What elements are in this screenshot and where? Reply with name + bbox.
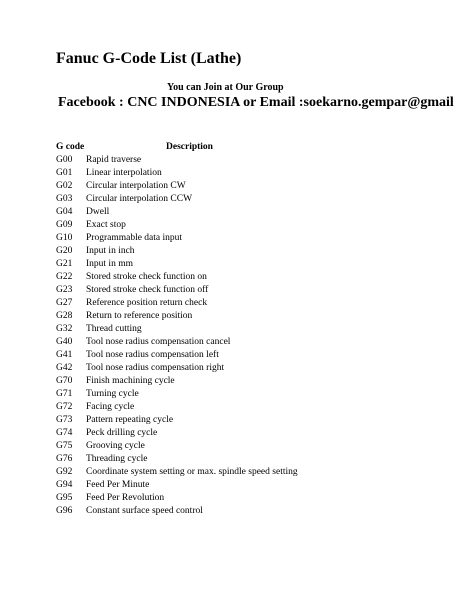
table-row [56, 414, 436, 427]
table-row [56, 440, 436, 453]
description-cell: Facing cycle [86, 402, 135, 412]
table-row [56, 258, 436, 271]
gcode-cell: G21 [56, 259, 73, 269]
description-cell: Exact stop [86, 220, 126, 230]
gcode-cell: G03 [56, 194, 73, 204]
gcode-cell: G72 [56, 402, 73, 412]
table-row [56, 427, 436, 440]
table-body [56, 154, 436, 518]
gcode-cell: G95 [56, 493, 73, 503]
description-cell: Pattern repeating cycle [86, 415, 174, 425]
description-cell: Threading cycle [86, 454, 148, 464]
gcode-cell: G42 [56, 363, 73, 373]
gcode-cell: G75 [56, 441, 73, 451]
gcode-cell: G71 [56, 389, 73, 399]
table-row [56, 297, 436, 310]
table-row [56, 479, 436, 492]
description-cell: Circular interpolation CCW [86, 194, 193, 204]
group-invite-text: You can Join at Our Group [167, 82, 284, 93]
table-row [56, 167, 436, 180]
description-cell: Input in inch [86, 246, 135, 256]
description-cell: Turning cycle [86, 389, 139, 399]
table-row [56, 310, 436, 323]
table-row [56, 505, 436, 518]
description-cell: Feed Per Revolution [86, 493, 165, 503]
table-row [56, 284, 436, 297]
table-row [56, 154, 436, 167]
table-row [56, 323, 436, 336]
description-cell: Grooving cycle [86, 441, 145, 451]
gcode-cell: G73 [56, 415, 73, 425]
gcode-cell: G70 [56, 376, 73, 386]
gcode-cell: G04 [56, 207, 73, 217]
gcode-cell: G01 [56, 168, 73, 178]
description-cell: Programmable data input [86, 233, 183, 243]
gcode-cell: G10 [56, 233, 73, 243]
description-cell: Linear interpolation [86, 168, 162, 178]
header-gcode: G code [56, 142, 85, 152]
table-row [56, 362, 436, 375]
table-row [56, 401, 436, 414]
gcode-cell: G09 [56, 220, 73, 230]
table-row [56, 245, 436, 258]
gcode-cell: G27 [56, 298, 73, 308]
table-row [56, 193, 436, 206]
gcode-cell: G20 [56, 246, 73, 256]
gcode-cell: G00 [56, 155, 73, 165]
gcode-cell: G40 [56, 337, 73, 347]
gcode-cell: G23 [56, 285, 73, 295]
description-cell: Dwell [86, 207, 110, 217]
description-cell: Rapid traverse [86, 155, 142, 165]
header-description: Description [166, 142, 213, 152]
gcode-cell: G74 [56, 428, 73, 438]
gcode-cell: G92 [56, 467, 73, 477]
table-header-row [56, 141, 436, 154]
description-cell: Tool nose radius compensation right [86, 363, 225, 373]
gcode-cell: G32 [56, 324, 73, 334]
gcode-cell: G22 [56, 272, 73, 282]
gcode-table [56, 141, 436, 518]
table-row [56, 492, 436, 505]
description-cell: Return to reference position [86, 311, 193, 321]
description-cell: Reference position return check [86, 298, 208, 308]
description-cell: Constant surface speed control [86, 506, 203, 516]
table-row [56, 219, 436, 232]
table-row [56, 336, 436, 349]
document-title: Fanuc G-Code List (Lathe) [56, 50, 242, 67]
description-cell: Circular interpolation CW [86, 181, 186, 191]
table-row [56, 180, 436, 193]
contact-line: Facebook : CNC INDONESIA or Email :soekarno.gempar@gmail [58, 95, 454, 110]
description-cell: Stored stroke check function on [86, 272, 207, 282]
table-row [56, 206, 436, 219]
table-row [56, 453, 436, 466]
description-cell: Thread cutting [86, 324, 142, 334]
table-row [56, 388, 436, 401]
description-cell: Finish machining cycle [86, 376, 175, 386]
table-row [56, 349, 436, 362]
gcode-cell: G94 [56, 480, 73, 490]
description-cell: Tool nose radius compensation left [86, 350, 219, 360]
table-row [56, 271, 436, 284]
description-cell: Feed Per Minute [86, 480, 150, 490]
description-cell: Coordinate system setting or max. spindle speed setting [86, 467, 298, 477]
description-cell: Stored stroke check function off [86, 285, 209, 295]
gcode-cell: G76 [56, 454, 73, 464]
description-cell: Input in mm [86, 259, 133, 269]
description-cell: Tool nose radius compensation cancel [86, 337, 231, 347]
gcode-cell: G28 [56, 311, 73, 321]
gcode-cell: G02 [56, 181, 73, 191]
table-row [56, 232, 436, 245]
gcode-cell: G41 [56, 350, 73, 360]
gcode-cell: G96 [56, 506, 73, 516]
description-cell: Peck drilling cycle [86, 428, 158, 438]
table-row [56, 466, 436, 479]
table-row [56, 375, 436, 388]
